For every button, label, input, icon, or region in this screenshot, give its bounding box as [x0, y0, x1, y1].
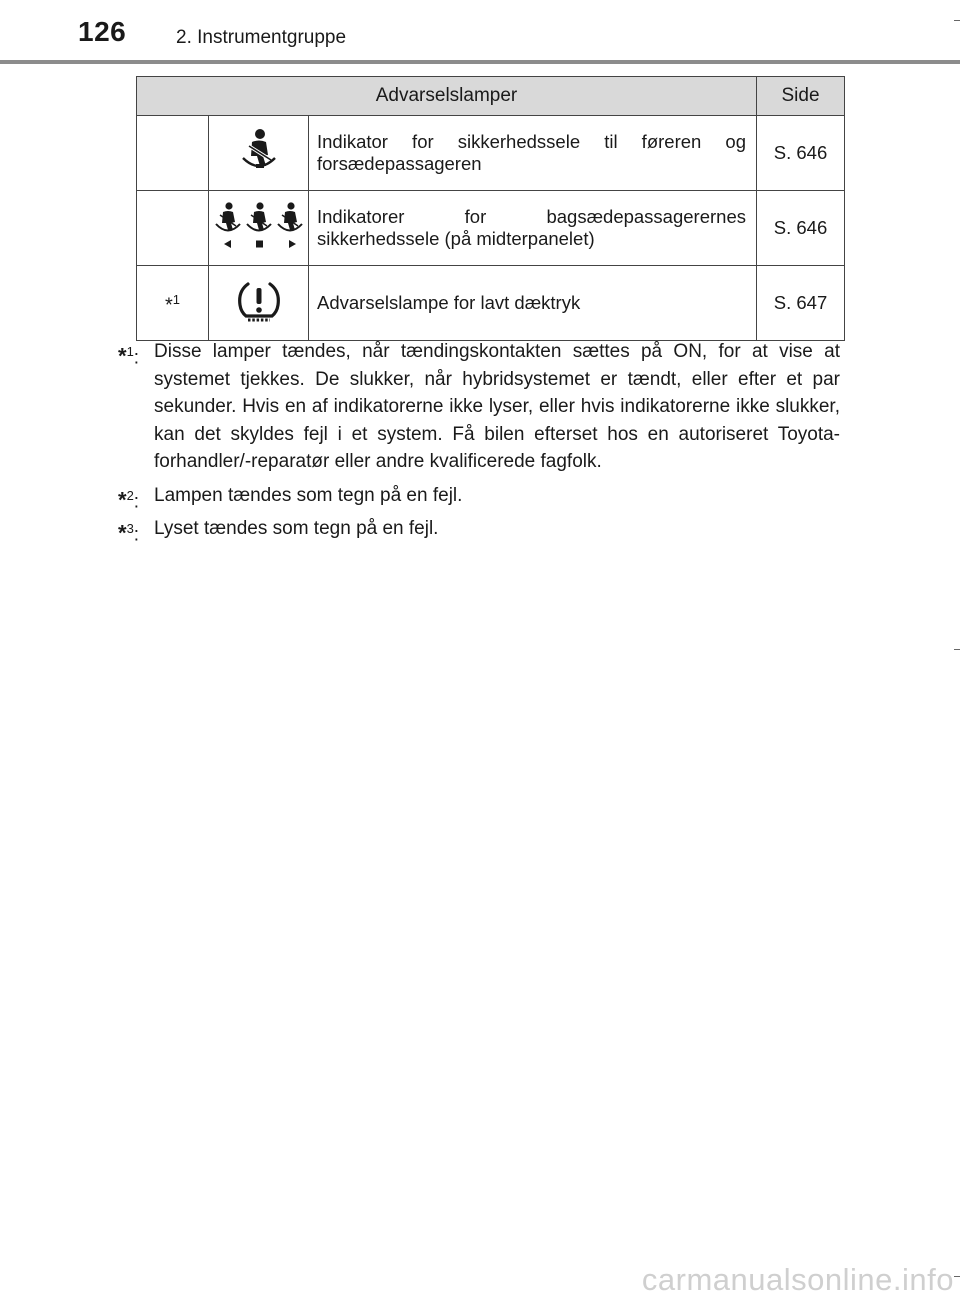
- row-page-ref: S. 646: [757, 116, 845, 191]
- row-page-ref: S. 647: [757, 266, 845, 341]
- footnote-text: Disse lamper tændes, når tændingskontakten sættes på ON, for at vise at systemet tjekkes. De slukker, når hybridsystemet er tændt, eller efter et par sekunder. Hvis en af indikatorerne ikke lyser, eller hvis indikatorerne ikke slukker, kan det skyldes fejl i et system. Få bilen efterset hos en autoriseret Toyota-forhandler/-reparatør eller andre kvalificerede fagfolk.: [154, 341, 840, 472]
- crop-mark: [954, 20, 960, 21]
- row-description: Indikatorer for bagsædepassagerernes sikkerhedssele (på midterpanelet): [309, 191, 757, 266]
- footnote: [118, 515, 840, 546]
- header-rule: [0, 60, 960, 64]
- table-row: [137, 191, 845, 266]
- table-header-row: [137, 77, 845, 116]
- row-note: [137, 266, 209, 341]
- header-warning-lamps: Advarselslamper: [137, 77, 757, 116]
- crop-mark: [954, 1276, 960, 1277]
- footnotes: [118, 338, 840, 549]
- rear-seatbelt-reminder-icon: [209, 191, 309, 266]
- footnote-number: 2: [126, 487, 134, 503]
- row-note: [137, 116, 209, 191]
- footnote-marker: *$^1$:: [118, 343, 140, 369]
- footnote: [118, 482, 840, 510]
- footnote: [118, 338, 840, 476]
- table-row: [137, 116, 845, 191]
- header-page: Side: [757, 77, 845, 116]
- watermark: carmanualsonline.info: [641, 1262, 954, 1297]
- footnote-text: Lyset tændes som tegn på en fejl.: [154, 518, 439, 539]
- row-description: Advarselslampe for lavt dæktryk: [309, 266, 757, 341]
- table-row: [137, 266, 845, 341]
- footnote-number: 1: [126, 344, 134, 359]
- note-number: 1: [172, 292, 181, 308]
- row-page-ref: S. 646: [757, 191, 845, 266]
- footnote-marker: *$^3$:: [118, 520, 140, 546]
- warning-lamps-table: [136, 76, 845, 341]
- footnote-marker: *$^2$:: [118, 486, 140, 512]
- footnote-number: 3: [126, 521, 134, 536]
- page-number: 126: [78, 16, 127, 47]
- note-star: *: [164, 294, 173, 317]
- chapter-title: 2. Instrumentgruppe: [176, 27, 347, 48]
- row-note: [137, 191, 209, 266]
- row-description: Indikator for sikkerhedssele til føreren og forsædepassageren: [309, 116, 757, 191]
- crop-mark: [954, 649, 960, 650]
- low-tire-pressure-icon: [209, 266, 309, 341]
- seatbelt-reminder-icon: [209, 116, 309, 191]
- footnote-text: Lampen tændes som tegn på en fejl.: [154, 484, 463, 506]
